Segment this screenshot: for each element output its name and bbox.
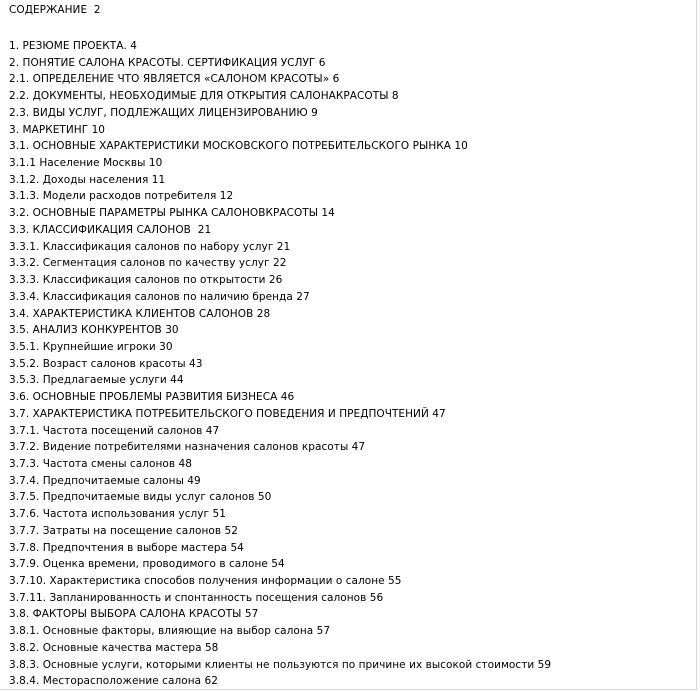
toc-entry[interactable]: 2.2. ДОКУМЕНТЫ, НЕОБХОДИМЫЕ ДЛЯ ОТКРЫТИЯ САЛОНАКРАСОТЫ 8 [9, 90, 399, 103]
toc-entry[interactable]: 3.5.3. Предлагаемые услуги 44 [9, 374, 184, 387]
toc-entry[interactable]: 3.7.6. Частота использования услуг 51 [9, 508, 226, 521]
toc-entry[interactable]: 1. РЕЗЮМЕ ПРОЕКТА. 4 [9, 40, 137, 52]
toc-entry[interactable]: 3.1.2. Доходы населения 11 [9, 173, 166, 186]
toc-entry[interactable]: 3.7.10. Характеристика способов получения информации о салоне 55 [9, 575, 402, 587]
toc-entry[interactable]: 3.5.2. Возраст салонов красоты 43 [9, 357, 203, 370]
toc-entry[interactable]: 3.7.5. Предпочитаемые виды услуг салонов 50 [9, 491, 272, 504]
toc-entry[interactable]: 3. МАРКЕТИНГ 10 [9, 123, 106, 136]
toc-entry[interactable]: 3.8.4. Месторасположение салона 62 [9, 675, 218, 688]
toc-entry[interactable]: 3.7.3. Частота смены салонов 48 [9, 457, 192, 470]
toc-entry[interactable]: 3.3.2. Сегментация салонов по качеству услуг 22 [9, 257, 287, 270]
toc-entry[interactable]: 3.5.1. Крупнейшие игроки 30 [9, 340, 173, 353]
toc-entry[interactable]: 3.6. ОСНОВНЫЕ ПРОБЛЕМЫ РАЗВИТИЯ БИЗНЕСА 46 [9, 391, 295, 404]
toc-entry[interactable]: 3.8.1. Основные факторы, влияющие на выбор салона 57 [9, 625, 331, 638]
toc-entry[interactable]: 3.5. АНАЛИЗ КОНКУРЕНТОВ 30 [9, 324, 179, 337]
toc-entry[interactable]: 3.7.11. Запланированность и спонтанность посещения салонов 56 [9, 591, 384, 604]
toc-entry[interactable]: 3.7. ХАРАКТЕРИСТИКА ПОТРЕБИТЕЛЬСКОГО ПОВЕДЕНИЯ И ПРЕДПОЧТЕНИЙ 47 [9, 407, 446, 420]
toc-entry[interactable]: 3.8.3. Основные услуги, которыми клиенты не пользуются по причине их высокой стоимости 59 [9, 658, 552, 671]
toc-entry[interactable]: 2.3. ВИДЫ УСЛУГ, ПОДЛЕЖАЩИХ ЛИЦЕНЗИРОВАНИЮ 9 [9, 106, 318, 119]
toc-entry[interactable]: 2.1. ОПРЕДЕЛЕНИЕ ЧТО ЯВЛЯЕТСЯ «САЛОНОМ КРАСОТЫ» 6 [9, 73, 340, 86]
toc-entry[interactable]: 2. ПОНЯТИЕ САЛОНА КРАСОТЫ. СЕРТИФИКАЦИЯ УСЛУГ 6 [9, 56, 326, 69]
toc-entry[interactable]: 3.8.2. Основные качества мастера 58 [9, 641, 219, 654]
toc-heading: СОДЕРЖАНИЕ 2 [9, 4, 101, 16]
toc-entry[interactable]: 3.7.2. Видение потребителями назначения салонов красоты 47 [9, 441, 366, 454]
toc-entry[interactable]: 3.1.1 Население Москвы 10 [9, 157, 163, 170]
toc-list [9, 38, 551, 690]
toc-entry[interactable]: 3.8. ФАКТОРЫ ВЫБОРА САЛОНА КРАСОТЫ 57 [9, 608, 259, 621]
toc-entry[interactable]: 3.1.3. Модели расходов потребителя 12 [9, 190, 234, 203]
toc-entry[interactable]: 3.1. ОСНОВНЫЕ ХАРАКТЕРИСТИКИ МОСКОВСКОГО ПОТРЕБИТЕЛЬСКОГО РЫНКА 10 [9, 140, 468, 153]
toc-entry[interactable]: 3.7.4. Предпочитаемые салоны 49 [9, 474, 201, 487]
toc-entry[interactable]: 3.7.7. Затраты на посещение салонов 52 [9, 524, 238, 537]
toc-entry[interactable]: 3.2. ОСНОВНЫЕ ПАРАМЕТРЫ РЫНКА САЛОНОВКРАСОТЫ 14 [9, 207, 335, 220]
toc-entry[interactable]: 3.7.8. Предпочтения в выборе мастера 54 [9, 541, 244, 554]
toc-entry[interactable]: 3.3.1. Классификация салонов по набору услуг 21 [9, 240, 291, 253]
toc-entry[interactable]: 3.7.9. Оценка времени, проводимого в салоне 54 [9, 558, 285, 571]
toc-entry[interactable]: 3.3.4. Классификация салонов по наличию бренда 27 [9, 290, 310, 303]
toc-entry[interactable]: 3.3. КЛАССИФИКАЦИЯ САЛОНОВ 21 [9, 223, 212, 236]
toc-entry[interactable]: 3.7.1. Частота посещений салонов 47 [9, 424, 220, 437]
toc-entry[interactable]: 3.3.3. Классификация салонов по открытости 26 [9, 274, 283, 287]
toc-entry[interactable]: 3.4. ХАРАКТЕРИСТИКА КЛИЕНТОВ САЛОНОВ 28 [9, 307, 271, 320]
